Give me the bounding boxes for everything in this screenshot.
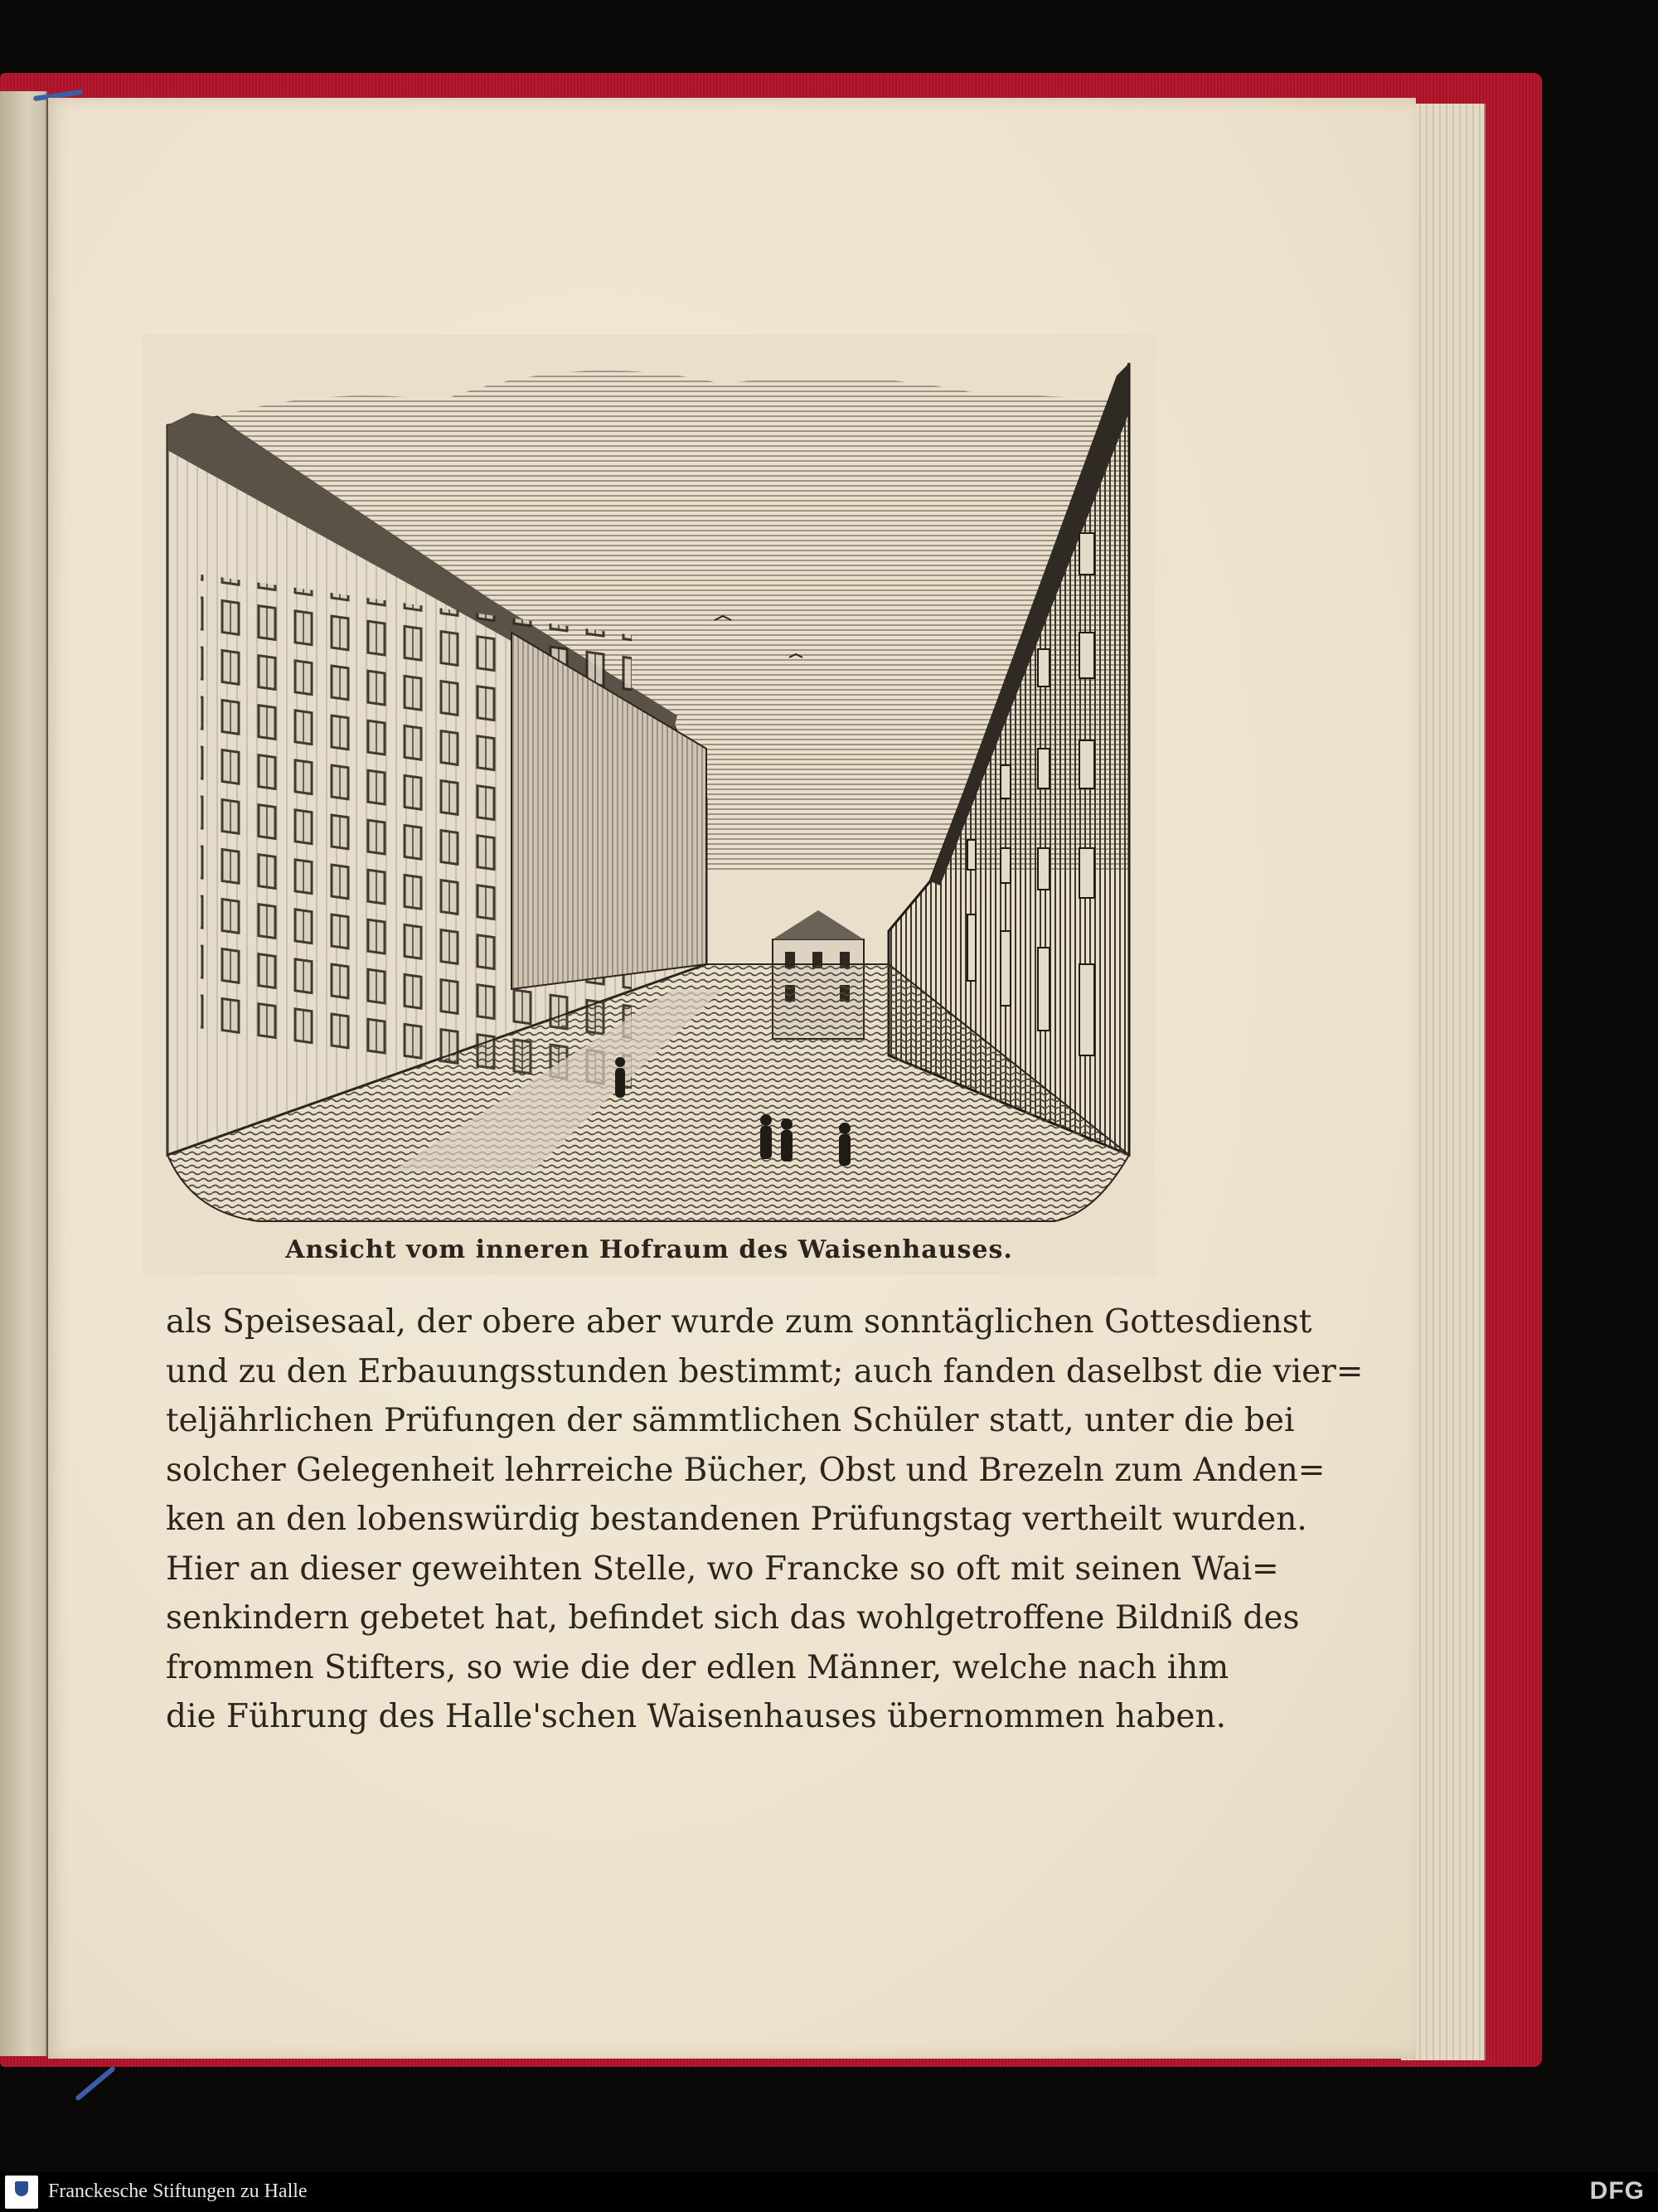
illustration-caption: Ansicht vom inneren Hofraum des Waisenhauses. xyxy=(285,1235,1013,1264)
footer-label: Franckesche Stiftungen zu Halle xyxy=(48,2180,308,2202)
left-page-edge xyxy=(0,91,47,2056)
text-line: senkindern gebetet hat, befindet sich das wohlgetroffene Bildniß des xyxy=(166,1599,1300,1637)
text-line: und zu den Erbauungsstunden bestimmt; auch fanden daselbst die vier= xyxy=(166,1352,1364,1390)
engraving-illustration xyxy=(143,334,1156,1275)
text-line: ken an den lobenswürdig bestandenen Prüfungstag vertheilt wurden. xyxy=(166,1501,1307,1538)
text-line: als Speisesaal, der obere aber wurde zum sonntäglichen Gottesdienst xyxy=(166,1303,1312,1341)
text-line: solcher Gelegenheit lehrreiche Bücher, Obst und Brezeln zum Anden= xyxy=(166,1451,1326,1489)
stiftungen-logo-icon xyxy=(5,2176,38,2209)
text-line: frommen Stifters, so wie die der edlen Männer, welche nach ihm xyxy=(166,1648,1229,1686)
courtyard-engraving-image xyxy=(143,334,1156,1230)
footer-bar xyxy=(0,2172,1658,2212)
text-line: Hier an dieser geweihten Stelle, wo Francke so oft mit seinen Wai= xyxy=(166,1550,1279,1588)
body-text xyxy=(166,1298,1364,1742)
binding-thread xyxy=(75,2065,116,2101)
text-line: die Führung des Halle'schen Waisenhauses übernommen haben. xyxy=(166,1698,1227,1735)
text-line: teljährlichen Prüfungen der sämmtlichen Schüler statt, unter die bei xyxy=(166,1402,1295,1439)
dfg-logo: DFG xyxy=(1589,2177,1645,2205)
